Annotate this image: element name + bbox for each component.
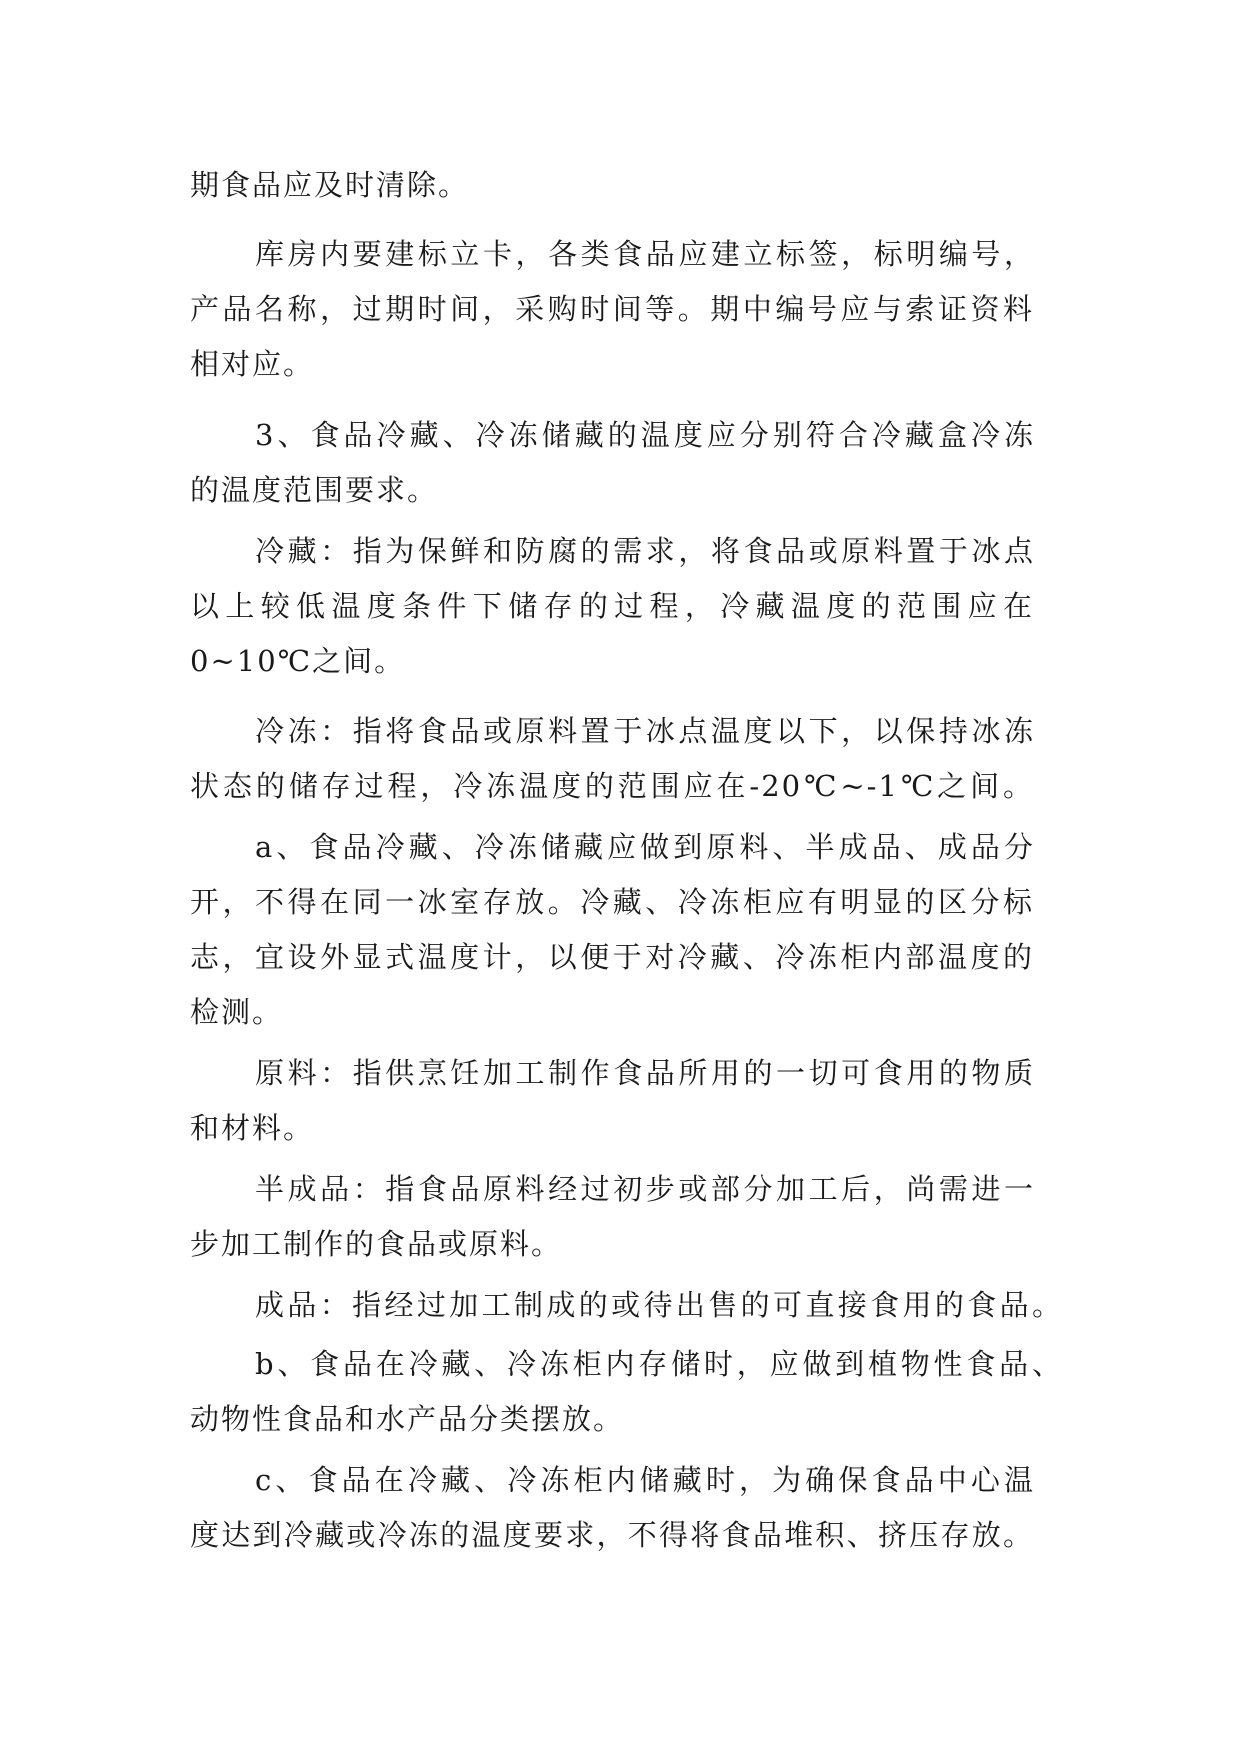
- text-line: 步加工制作的食品或原料。: [190, 1227, 563, 1261]
- text-line: 成品：指经过加工制成的或待出售的可直接食用的食品。: [255, 1288, 1063, 1322]
- text-line: 原料：指供烹饪加工制作食品所用的一切可食用的物质: [255, 1056, 1035, 1090]
- text-line: 库房内要建标立卡，各类食品应建立标签，标明编号，: [255, 237, 1035, 271]
- text-line: 相对应。: [190, 347, 315, 381]
- text-line: 以上较低温度条件下储存的过程，冷藏温度的范围应在: [190, 589, 1034, 623]
- text-line: 期食品应及时清除。: [190, 168, 470, 202]
- text-line: 半成品：指食品原料经过初步或部分加工后，尚需进一: [255, 1172, 1035, 1206]
- text-line: 度达到冷藏或冷冻的温度要求，不得将食品堆积、挤压存放。: [190, 1518, 1034, 1552]
- text-line: 和材料。: [190, 1111, 315, 1145]
- text-line: b、食品在冷藏、冷冻柜内存储时，应做到植物性食品、: [255, 1347, 1063, 1381]
- text-line: 的温度范围要求。: [190, 473, 439, 507]
- text-line: c、食品在冷藏、冷冻柜内储藏时，为确保食品中心温: [255, 1463, 1035, 1497]
- text-line: 检测。: [190, 995, 284, 1029]
- text-line: 冷藏：指为保鲜和防腐的需求，将食品或原料置于冰点: [255, 534, 1035, 568]
- text-line: 动物性食品和水产品分类摆放。: [190, 1402, 625, 1436]
- text-line: 产品名称，过期时间，采购时间等。期中编号应与索证资料: [190, 292, 1034, 326]
- text-line: 开，不得在同一冰室存放。冷藏、冷冻柜应有明显的区分标: [190, 885, 1034, 919]
- text-line: 3、食品冷藏、冷冻储藏的温度应分别符合冷藏盒冷冻: [255, 418, 1035, 452]
- text-line: 状态的储存过程，冷冻温度的范围应在-20℃~-1℃之间。: [190, 769, 1034, 803]
- text-line: 0~10℃之间。: [190, 644, 406, 678]
- text-line: 冷冻：指将食品或原料置于冰点温度以下，以保持冰冻: [255, 714, 1035, 748]
- text-line: 志，宜设外显式温度计，以便于对冷藏、冷冻柜内部温度的: [190, 940, 1034, 974]
- text-line: a、食品冷藏、冷冻储藏应做到原料、半成品、成品分: [255, 830, 1035, 864]
